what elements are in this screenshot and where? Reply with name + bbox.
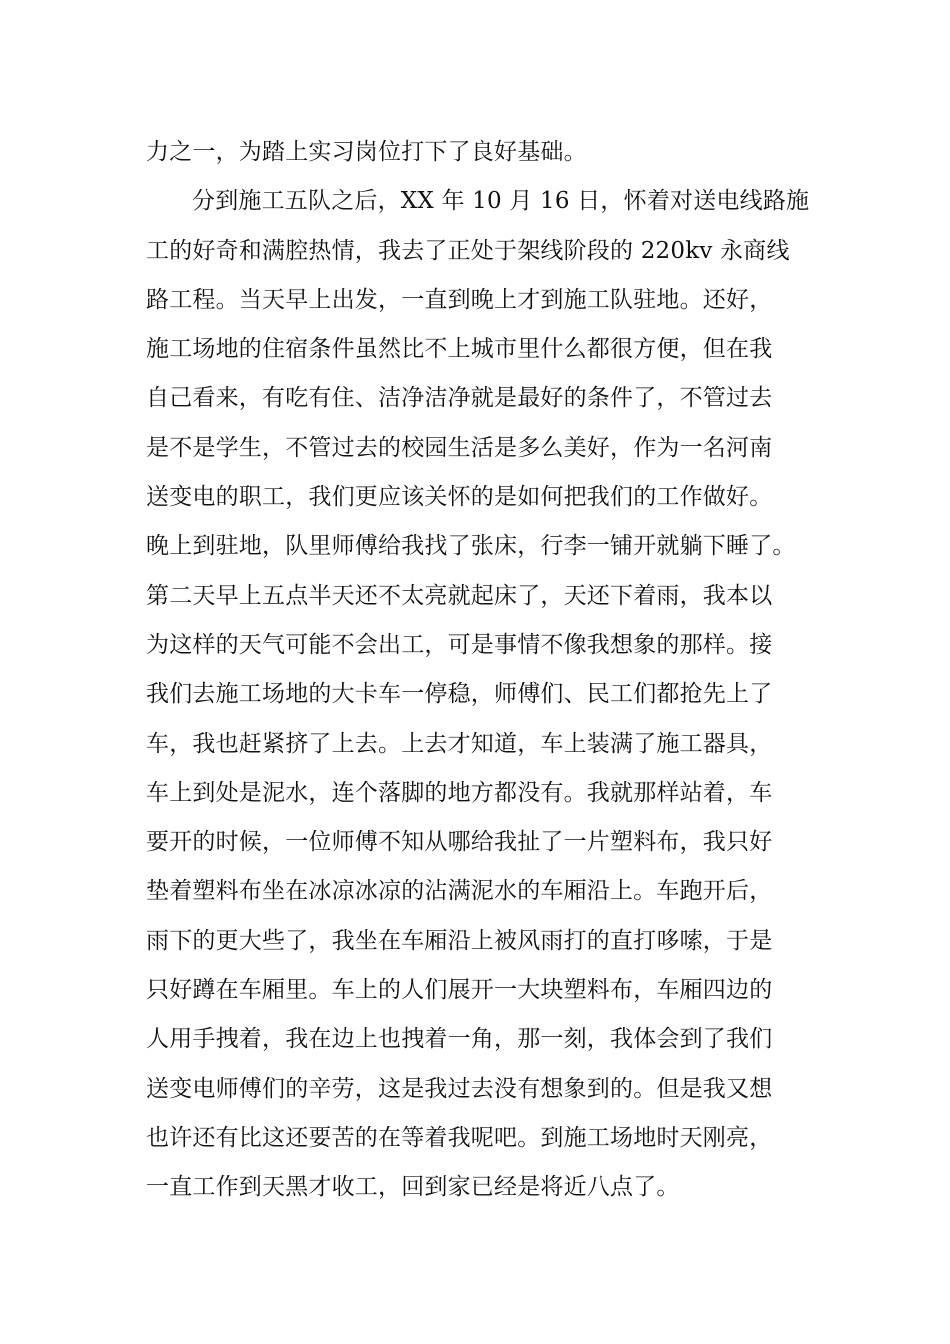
text-line: 力之一，为踏上实习岗位打下了良好基础。 xyxy=(146,139,587,165)
text-line: 路工程。当天早上出发，一直到晚上才到施工队驻地。还好， xyxy=(146,286,773,313)
text-line: 也许还有比这还要苦的在等着我呢吧。到施工场地时天刚亮， xyxy=(146,1124,773,1151)
text-line: 车，我也赶紧挤了上去。上去才知道，车上装满了施工器具， xyxy=(146,730,773,757)
text-line: 为这样的天气可能不会出工，可是事情不像我想象的那样。接 xyxy=(146,631,773,658)
text-line: 送变电的职工，我们更应该关怀的是如何把我们的工作做好。 xyxy=(146,484,773,511)
paragraph-first-line: 分到施工五队之后，XX 年 10 月 16 日，怀着对送电线路施 xyxy=(192,188,810,215)
text-line: 第二天早上五点半天还不太亮就起床了，天还下着雨，我本以 xyxy=(146,582,773,609)
text-line: 自己看来，有吃有住、洁净洁净就是最好的条件了，不管过去 xyxy=(146,385,773,412)
text-line: 要开的时候，一位师傅不知从哪给我扯了一片塑料布，我只好 xyxy=(146,829,773,856)
text-line: 只好蹲在车厢里。车上的人们展开一大块塑料布，车厢四边的 xyxy=(146,977,773,1004)
text-line: 雨下的更大些了，我坐在车厢沿上被风雨打的直打哆嗦，于是 xyxy=(146,927,773,954)
text-line: 车上到处是泥水，连个落脚的地方都没有。我就那样站着，车 xyxy=(146,779,773,806)
text-line: 晚上到驻地，队里师傅给我找了张床，行李一铺开就躺下睡了。 xyxy=(146,533,796,560)
text-line: 人用手拽着，我在边上也拽着一角，那一刻，我体会到了我们 xyxy=(146,1026,773,1053)
text-line: 我们去施工场地的大卡车一停稳，师傅们、民工们都抢先上了 xyxy=(146,681,773,708)
text-line: 是不是学生，不管过去的校园生活是多么美好，作为一名河南 xyxy=(146,434,773,461)
text-line: 工的好奇和满腔热情，我去了正处于架线阶段的 220kv 永商线 xyxy=(146,237,790,264)
body-text xyxy=(146,128,836,1213)
text-line: 施工场地的住宿条件虽然比不上城市里什么都很方便，但在我 xyxy=(146,336,773,363)
text-line: 垫着塑料布坐在冰凉冰凉的沾满泥水的车厢沿上。车跑开后， xyxy=(146,878,773,905)
text-line: 送变电师傅们的辛劳，这是我过去没有想象到的。但是我又想 xyxy=(146,1075,773,1102)
text-line: 一直工作到天黑才收工，回到家已经是将近八点了。 xyxy=(146,1174,680,1201)
